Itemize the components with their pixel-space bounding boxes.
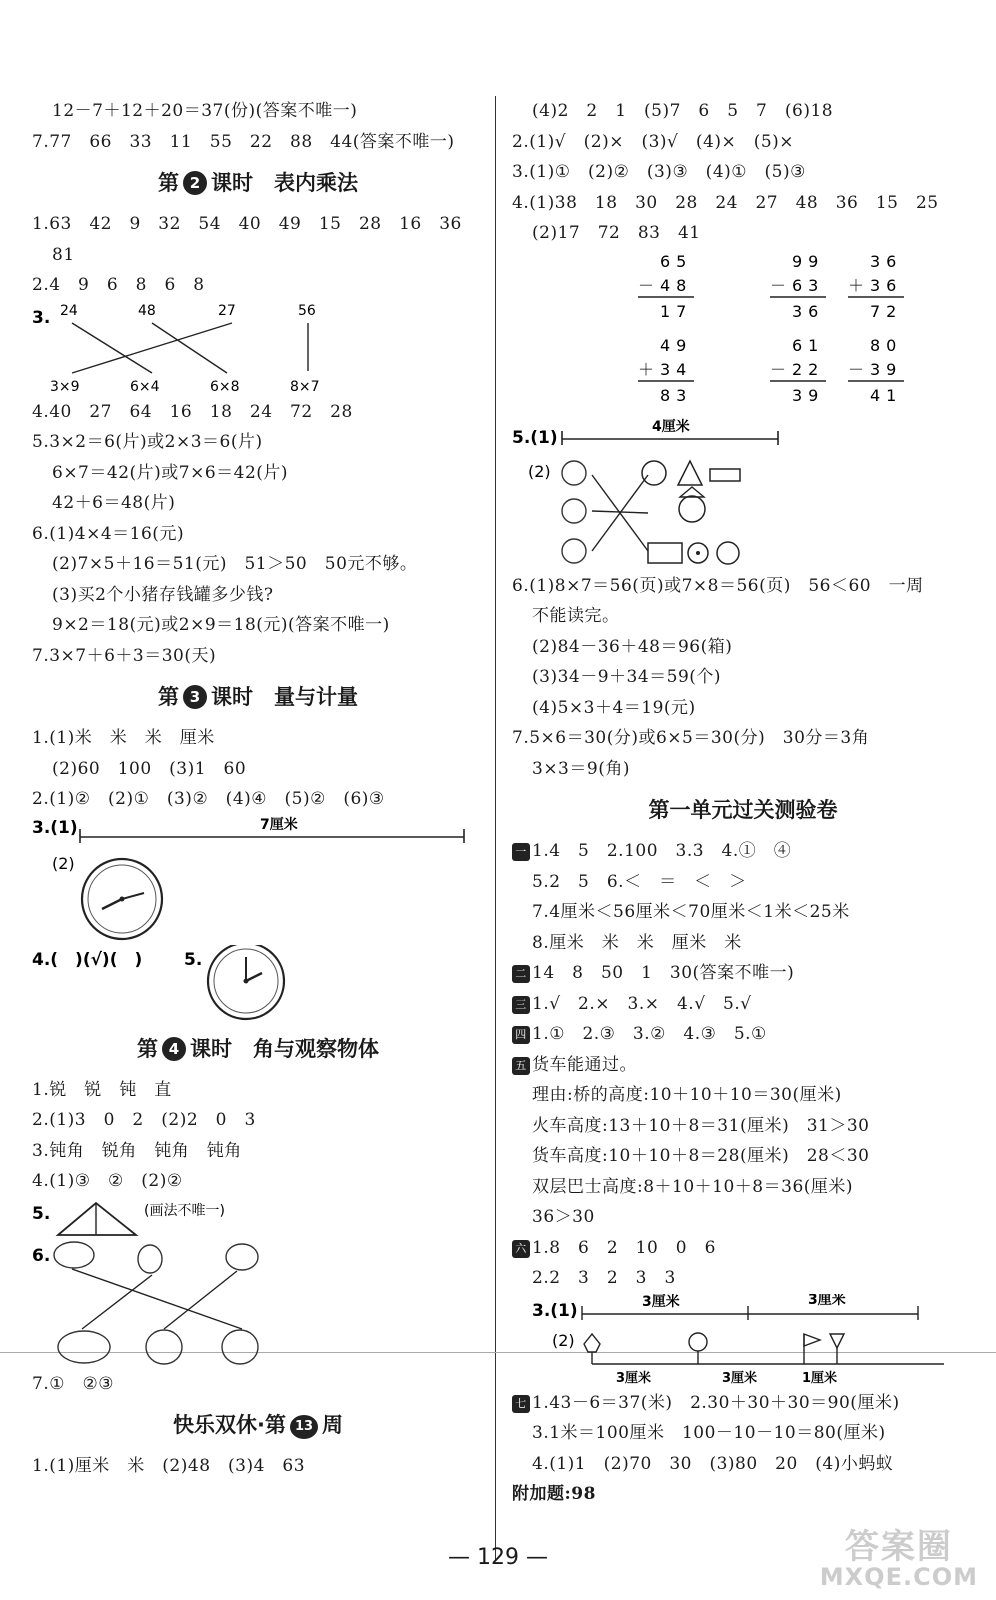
answer-line: (2)84－36＋48＝96(箱) — [532, 636, 733, 657]
matching-lines-diagram — [32, 301, 484, 397]
right-column — [512, 96, 974, 1510]
svg-text:5.(1): 5.(1) — [512, 427, 558, 448]
watermark-logo: 答案圈 MXQE.COM — [819, 1527, 978, 1591]
answer-line: 六 1.8 6 2 10 0 6 — [512, 1233, 974, 1264]
animals-matching-diagram — [32, 1241, 484, 1369]
tree-icon — [689, 1333, 707, 1351]
circle-icon — [642, 461, 666, 485]
section-tag: 五 — [512, 1057, 530, 1075]
answer-line: 五 货车能通过。 — [512, 1050, 974, 1081]
boy-icon — [562, 539, 586, 563]
calc-result: 17 — [660, 301, 693, 321]
line-segment-4cm — [512, 417, 974, 457]
lesson-number-badge: 2 — [183, 171, 207, 195]
match-line — [72, 1269, 242, 1329]
calc-result: 36 — [792, 301, 825, 321]
answer-line: 火车高度:13＋10＋8＝31(厘米) 31＞30 — [532, 1115, 870, 1136]
triangle-figure — [32, 1197, 484, 1241]
length-label: 7厘米 — [260, 816, 298, 833]
answer-line: 6.(1)4×4＝16(元) — [32, 523, 185, 544]
svg-text:5.: 5. — [32, 1203, 51, 1224]
cat-icon — [138, 1245, 162, 1273]
section-tag: 一 — [512, 843, 530, 861]
tree-icon — [584, 1334, 600, 1352]
section-heading: 快乐双休·第 13 周 — [173, 1413, 343, 1437]
answer-line: 8.厘米 米 米 厘米 米 — [532, 932, 742, 953]
clock-diagram — [32, 945, 484, 1023]
ruler-figure — [512, 417, 974, 457]
answer-line: 7.3×7＋6＋3＝30(天) — [32, 645, 217, 666]
answer-line: (2)60 100 (3)1 60 — [52, 758, 247, 779]
unit-test-heading: 第一单元过关测验卷 — [648, 798, 838, 822]
matching-figure — [32, 301, 484, 397]
calc-top-number: 36 — [870, 251, 903, 271]
triangle-icon — [58, 1203, 136, 1235]
tree-distance-figure — [512, 1328, 974, 1388]
answer-line: (2)7×5＋16＝51(元) 51＞50 50元不够。 — [52, 554, 418, 574]
answer-line: 42＋6＝48(片) — [52, 493, 176, 513]
answer-line: 4.40 27 64 16 18 24 72 28 — [32, 401, 353, 422]
calc-operator: ＋ — [638, 359, 661, 379]
answer-line: 3.(1)① (2)② (3)③ (4)① (5)③ — [512, 162, 806, 182]
answer-line: 3.1米＝100厘米 100－10－10＝80(厘米) — [532, 1423, 886, 1443]
match-line — [82, 1275, 152, 1329]
child-icon — [562, 461, 586, 485]
answer-line: 2.2 3 2 3 3 — [532, 1268, 676, 1288]
flag-icon — [830, 1334, 844, 1348]
svg-text:(画法不唯一): (画法不唯一) — [144, 1202, 225, 1219]
shapes-matching-diagram — [512, 457, 974, 571]
section-heading: 第 4 课时 角与观察物体 — [137, 1036, 379, 1061]
answer-line: 2.(1)3 0 2 (2)2 0 3 — [32, 1110, 256, 1130]
calc-result: 41 — [870, 385, 903, 405]
rectangle-icon — [648, 543, 682, 563]
question-label: 3. — [32, 307, 51, 328]
expression-label: 6×4 — [130, 378, 160, 395]
answer-line: 二 14 8 50 1 30(答案不唯一) — [512, 958, 974, 989]
answer-line: (4)5×3＋4＝19(元) — [532, 697, 696, 718]
answer-line: 1.(1)厘米 米 (2)48 (3)4 63 — [32, 1456, 306, 1476]
answer-line: 5.3×2＝6(片)或2×3＝6(片) — [32, 432, 263, 452]
answer-line: (4)2 2 1 (5)7 6 5 7 (6)18 — [532, 101, 834, 121]
lesson-number-badge: 3 — [183, 685, 207, 709]
shapes-matching-figure — [512, 457, 974, 571]
calc-second-number: 36 — [870, 275, 903, 295]
calc-operator: － — [848, 359, 871, 379]
calc-second-number: 48 — [660, 275, 693, 295]
calc-second-number: 34 — [660, 359, 693, 379]
vertical-calculation — [848, 252, 904, 321]
calc-operator: ＋ — [848, 275, 871, 295]
svg-text:(2): (2) — [528, 461, 551, 481]
pig-icon — [226, 1244, 258, 1270]
answer-line: 2.(1)② (2)① (3)② (4)④ (5)② (6)③ — [32, 789, 385, 809]
section-tag: 六 — [512, 1240, 530, 1258]
answer-line: 1.63 42 9 32 54 40 49 15 28 16 36 — [32, 214, 462, 234]
vertical-calculation — [638, 252, 694, 321]
section-tag: 二 — [512, 965, 530, 983]
line-segment-7cm — [32, 815, 484, 847]
bonus-answer: 附加题:98 — [512, 1484, 596, 1504]
triangle-icon — [678, 461, 702, 485]
svg-text:4.( )(√)( ): 4.( )(√)( ) — [32, 949, 143, 970]
answer-line: 3×3＝9(角) — [532, 758, 630, 779]
answer-line: 7.① ②③ — [32, 1373, 114, 1394]
ruler-figure — [32, 815, 484, 847]
answer-line: 七 1.43－6＝37(米) 2.30＋30＋30＝90(厘米) — [512, 1388, 974, 1419]
expression-label: 6×8 — [210, 378, 240, 395]
answer-line: 5.2 5 6.＜ ＝ ＜ ＞ — [532, 871, 747, 892]
left-column — [32, 96, 484, 1482]
product-value: 48 — [138, 302, 156, 319]
answer-line: 7.77 66 33 11 55 22 88 44(答案不唯一) — [32, 131, 455, 152]
section-heading: 第 3 课时 量与计量 — [158, 685, 358, 709]
answer-line: 2.4 9 6 8 6 8 — [32, 275, 205, 295]
calc-result: 39 — [792, 385, 825, 405]
turtle-front-icon — [146, 1330, 182, 1364]
answer-line: 2.(1)√ (2)× (3)√ (4)× (5)× — [512, 131, 795, 152]
answer-line: 4.(1)1 (2)70 30 (3)80 20 (4)小蚂蚁 — [532, 1453, 894, 1474]
length-label: 3厘米 — [642, 1293, 680, 1310]
week-number-badge: 13 — [290, 1415, 318, 1439]
calc-result: 83 — [660, 385, 693, 405]
answer-line: (2)17 72 83 41 — [532, 223, 701, 243]
rectangle-icon — [710, 469, 740, 481]
answer-line: 4.(1)③ ② (2)② — [32, 1171, 183, 1191]
calc-operator: － — [770, 275, 793, 295]
answer-line: 7.5×6＝30(分)或6×5＝30(分) 30分＝3角 — [512, 728, 870, 748]
answer-line: 9×2＝18(元)或2×9＝18(元)(答案不唯一) — [52, 615, 390, 635]
vertical-calculation — [770, 252, 826, 321]
turtle-icon — [58, 1331, 110, 1363]
section-tag: 七 — [512, 1395, 530, 1413]
svg-text:3.(1): 3.(1) — [532, 1300, 578, 1321]
clock-figure — [32, 847, 484, 945]
distance-label: 3厘米 — [616, 1370, 652, 1386]
answer-line: 一 1.4 5 2.100 3.3 4.① ④ — [512, 836, 974, 867]
vertical-calculation — [638, 336, 694, 405]
answer-line: 双层巴士高度:8＋10＋10＋8＝36(厘米) — [532, 1176, 854, 1197]
length-label: 3厘米 — [808, 1293, 846, 1308]
circle-icon — [717, 542, 739, 564]
calc-operator: － — [638, 275, 661, 295]
answer-line: 三 1.√ 2.× 3.× 4.√ 5.√ — [512, 989, 974, 1020]
clock-diagram — [32, 847, 484, 945]
product-value: 24 — [60, 302, 78, 319]
answer-line: 6.(1)8×7＝56(页)或7×8＝56(页) 56＜60 一周 — [512, 575, 924, 596]
triangle-drawing — [32, 1197, 484, 1241]
turtle-back-icon — [222, 1330, 258, 1364]
vertical-calculation — [848, 336, 904, 405]
section-tag: 三 — [512, 996, 530, 1014]
clock-figure-2 — [32, 945, 484, 1023]
svg-text:3.(1): 3.(1) — [32, 817, 78, 838]
calc-top-number: 49 — [660, 335, 693, 355]
expression-label: 3×9 — [50, 378, 80, 395]
svg-text:6.: 6. — [32, 1245, 51, 1266]
calc-second-number: 22 — [792, 359, 825, 379]
calc-operator: － — [770, 359, 793, 379]
answer-line: (3)34－9＋34＝59(个) — [532, 667, 722, 687]
calc-second-number: 39 — [870, 359, 903, 379]
answer-line: 36＞30 — [532, 1207, 595, 1227]
girl-icon — [562, 499, 586, 523]
tree-distance-diagram — [512, 1328, 974, 1388]
answer-line: 货车高度:10＋10＋8＝28(厘米) 28＜30 — [532, 1146, 870, 1166]
svg-text:(2): (2) — [52, 853, 75, 873]
lesson-number-badge: 4 — [162, 1037, 186, 1061]
svg-text:(2): (2) — [552, 1330, 575, 1350]
vertical-calculation — [770, 336, 826, 405]
distance-label: 3厘米 — [722, 1370, 758, 1386]
product-value: 56 — [298, 302, 316, 319]
answer-line: (3)买2个小猪存钱罐多少钱? — [52, 584, 274, 605]
answer-line: 1.(1)米 米 米 厘米 — [32, 728, 215, 748]
page-number: — 129 — — [448, 1545, 548, 1570]
vertical-calculation-grid — [512, 249, 974, 417]
distance-label: 1厘米 — [802, 1370, 838, 1386]
vertical-calculations — [512, 249, 974, 417]
match-line — [164, 1271, 237, 1329]
observation-figure — [32, 1241, 484, 1369]
calc-top-number: 99 — [792, 251, 825, 271]
answer-line: 7.4厘米＜56厘米＜70厘米＜1米＜25米 — [532, 902, 850, 922]
answer-line: 1.锐 锐 钝 直 — [32, 1079, 172, 1100]
answer-line: 四 1.① 2.③ 3.② 4.③ 5.① — [512, 1019, 974, 1050]
ruler-figure — [512, 1294, 974, 1328]
calc-result: 72 — [870, 301, 903, 321]
answer-line: 3.钝角 锐角 钝角 钝角 — [32, 1140, 242, 1161]
svg-text:5.: 5. — [184, 949, 203, 970]
answer-line: 理由:桥的高度:10＋10＋10＝30(厘米) — [532, 1085, 842, 1105]
answer-line: 6×7＝42(片)或7×6＝42(片) — [52, 462, 289, 483]
calc-top-number: 61 — [792, 335, 825, 355]
column-divider — [495, 96, 496, 1561]
match-line — [72, 323, 152, 373]
two-segments-3cm — [512, 1294, 974, 1328]
match-line — [152, 323, 227, 373]
section-heading: 第 2 课时 表内乘法 — [158, 171, 358, 195]
calc-second-number: 63 — [792, 275, 825, 295]
answer-line: 12－7＋12＋20＝37(份)(答案不唯一) — [52, 101, 358, 121]
calc-top-number: 80 — [870, 335, 903, 355]
length-label: 4厘米 — [652, 418, 690, 435]
calc-top-number: 65 — [660, 251, 693, 271]
expression-label: 8×7 — [290, 378, 320, 395]
answer-line: 81 — [52, 244, 75, 265]
answer-line: 4.(1)38 18 30 28 24 27 48 36 15 25 — [512, 192, 939, 213]
product-value: 27 — [218, 302, 236, 319]
match-line — [72, 323, 232, 373]
elephant-icon — [54, 1242, 94, 1268]
section-tag: 四 — [512, 1026, 530, 1044]
answer-line: 不能读完。 — [532, 606, 620, 626]
